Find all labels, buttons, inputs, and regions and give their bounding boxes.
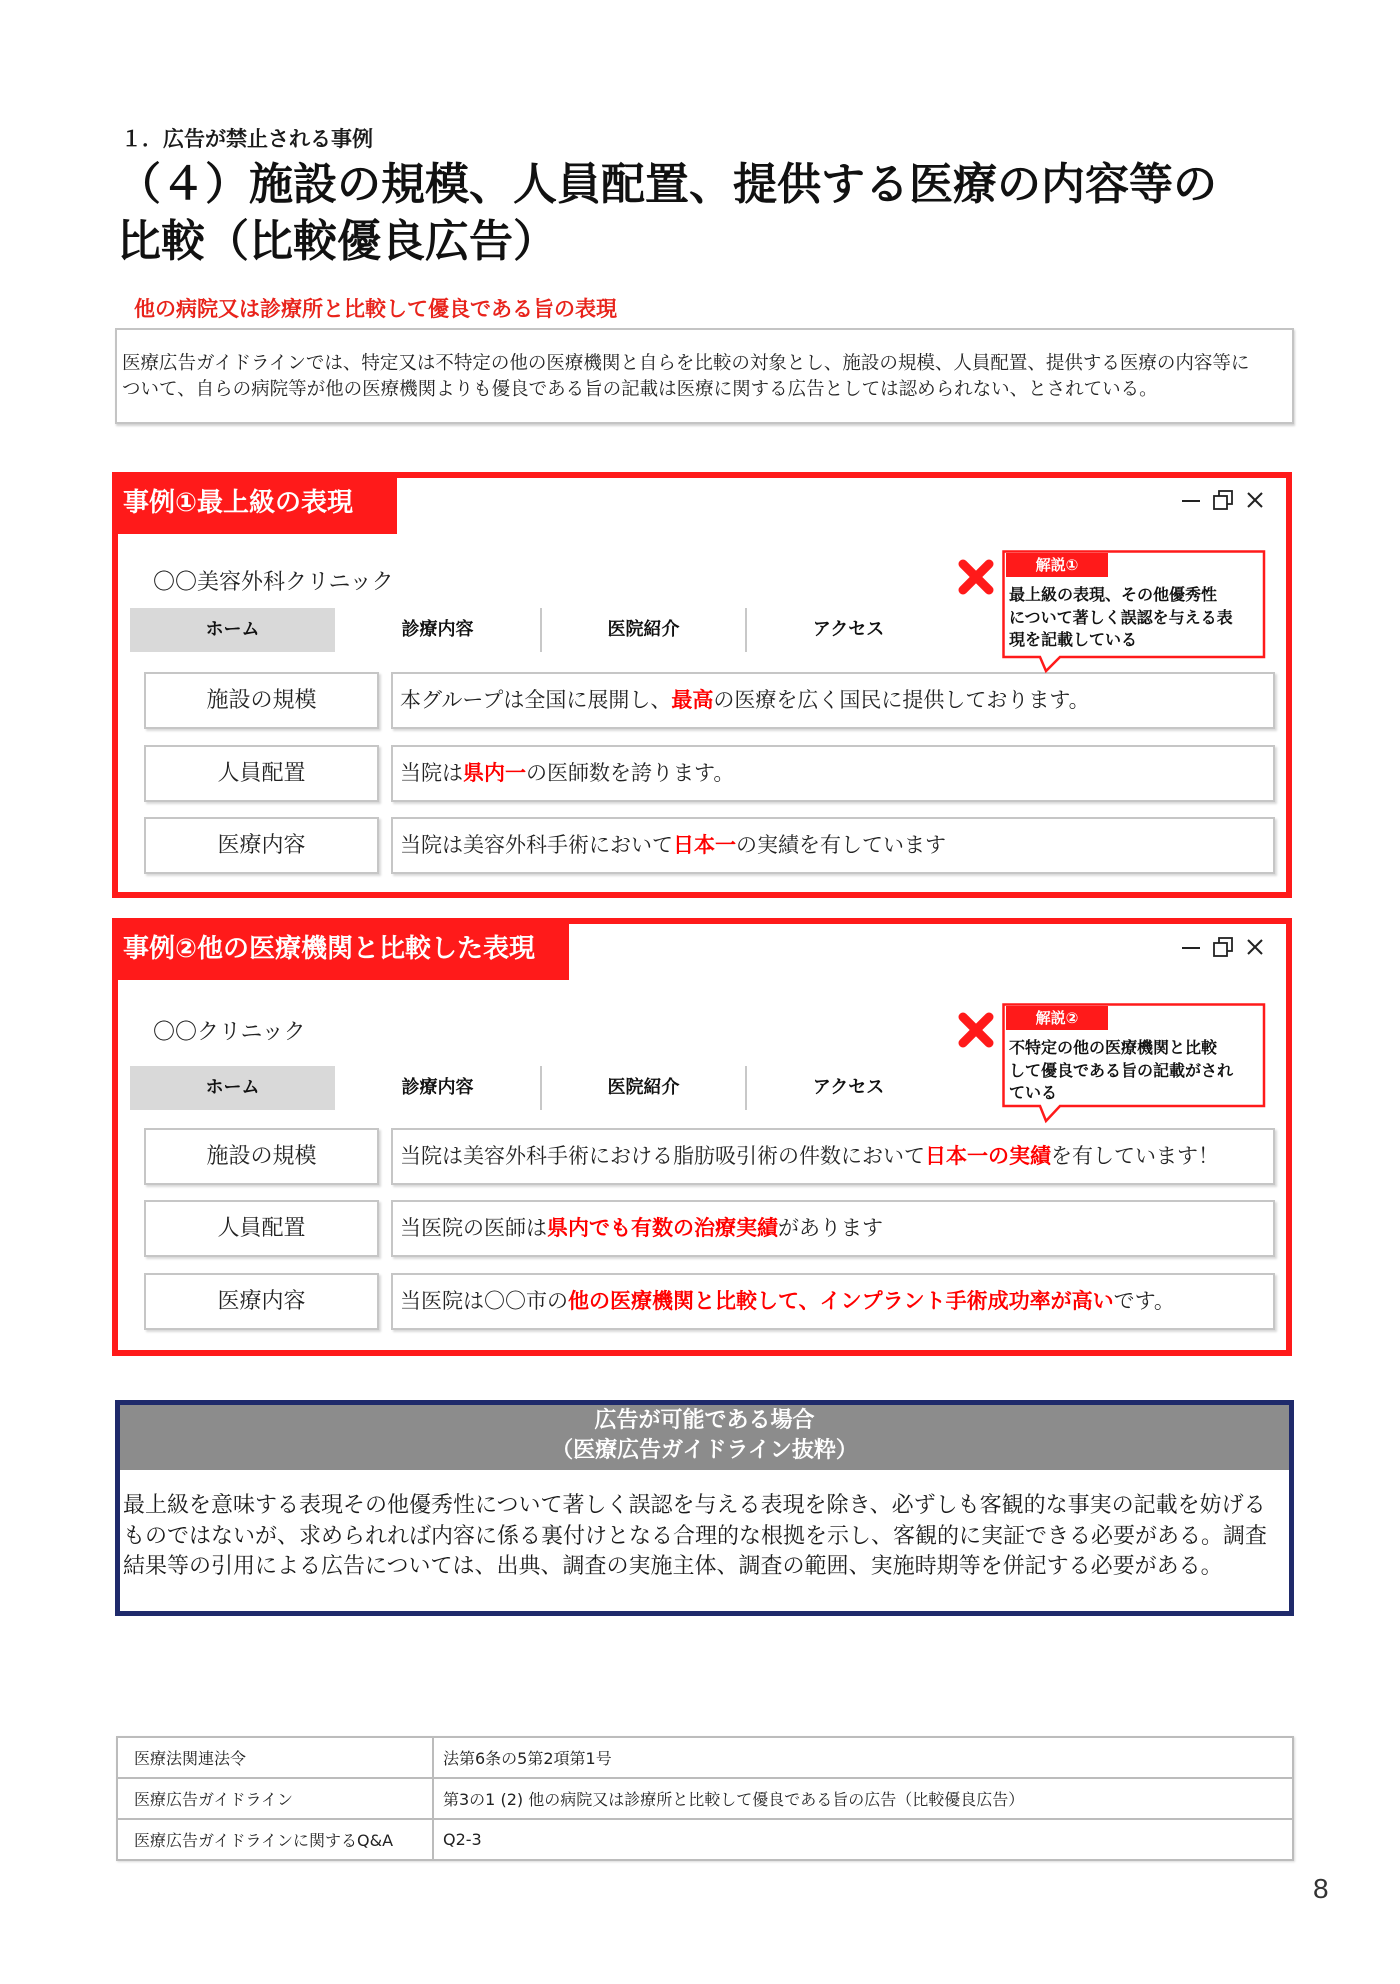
row-content-staffing — [391, 1200, 1275, 1257]
reference-value: 第3の1 (2) 他の病院又は診療所と比較して優良である旨の広告（比較優良広告） — [433, 1778, 1293, 1819]
highlighted-claim: 他の医療機関と比較して、インプラント手術成功率が高い — [568, 1289, 1114, 1313]
allowed-heading-line-1: 広告が可能である場合 — [594, 1408, 815, 1433]
close-icon[interactable] — [1244, 936, 1266, 958]
row-text: の医療を広く国民に提供しております。 — [713, 688, 1090, 712]
explanation-callout — [1002, 550, 1266, 675]
case-example-1 — [112, 472, 1292, 898]
page-number: 8 — [1313, 1873, 1329, 1904]
highlighted-claim: 日本一 — [673, 833, 736, 857]
close-icon[interactable] — [1244, 489, 1266, 511]
callout-text — [1009, 1037, 1233, 1105]
tab-services[interactable]: 診療内容 — [401, 1077, 474, 1098]
reference-label: 医療広告ガイドライン — [117, 1778, 433, 1819]
section-heading: １．広告が禁止される事例 — [121, 127, 373, 151]
callout-line: 不特定の他の医療機関と比較 — [1009, 1038, 1218, 1057]
case-label: 事例②他の医療機関と比較した表現 — [112, 918, 569, 980]
row-text: 当院は美容外科手術において — [400, 833, 673, 857]
window-controls — [1180, 489, 1266, 511]
case-label: 事例①最上級の表現 — [112, 472, 397, 534]
cross-mark-icon — [956, 1010, 996, 1050]
tab-home[interactable]: ホーム — [130, 608, 335, 652]
tab-services[interactable]: 診療内容 — [401, 619, 474, 640]
allowed-line: 結果等の引用による広告については、出典、調査の実施主体、調査の範囲、実施時期等を併記する必要がある。 — [123, 1554, 1223, 1579]
allowed-heading-line-2: （医療広告ガイドライン抜粋） — [551, 1438, 858, 1463]
row-text: 当医院の医師は — [400, 1216, 547, 1240]
allowed-body — [120, 1470, 1289, 1583]
row-label-medical-content: 医療内容 — [144, 817, 379, 874]
allowed-heading — [120, 1405, 1289, 1470]
restore-icon[interactable] — [1212, 936, 1234, 958]
explanation-callout — [1002, 1003, 1266, 1125]
row-text: です。 — [1113, 1289, 1175, 1313]
allowed-advertising-box — [115, 1400, 1294, 1616]
highlighted-claim: 県内でも有数の治療実績 — [547, 1216, 778, 1240]
row-label-staffing: 人員配置 — [144, 745, 379, 802]
allowed-line: ものではないが、求められれば内容に係る裏付けとなる合理的な根拠を示し、客観的に実証できる必要がある。調査 — [123, 1523, 1268, 1549]
row-label-facility-scale: 施設の規模 — [144, 1128, 379, 1185]
row-text: 当院は — [400, 761, 463, 785]
reference-label: 医療法関連法令 — [117, 1737, 433, 1778]
row-content-medical-content — [391, 1273, 1275, 1330]
callout-line: して優良である旨の記載がされ — [1009, 1060, 1234, 1080]
intro-line: ついて、自らの病院等が他の医療機関よりも優良である旨の記載は医療に関する広告としては認められない、とされている。 — [122, 379, 1158, 400]
reference-label: 医療広告ガイドラインに関するQ&A — [117, 1819, 433, 1860]
row-label-medical-content: 医療内容 — [144, 1273, 379, 1330]
callout-line: 最上級の表現、その他優秀性 — [1009, 585, 1218, 604]
page-title-line-2: 比較（比較優良広告） — [117, 216, 557, 267]
minimize-icon[interactable] — [1180, 489, 1202, 511]
highlighted-claim: 最高 — [671, 688, 714, 712]
row-text: があります — [778, 1216, 883, 1240]
row-label-staffing: 人員配置 — [144, 1200, 379, 1257]
tab-about[interactable]: 医院紹介 — [540, 608, 745, 652]
row-text: の医師数を誇ります。 — [526, 761, 735, 785]
nav-bar — [130, 1066, 950, 1110]
callout-line: 現を記載している — [1009, 630, 1138, 649]
restore-icon[interactable] — [1212, 489, 1234, 511]
callout-line: ている — [1009, 1083, 1058, 1102]
cross-mark-icon — [956, 557, 996, 597]
callout-line: について著しく誤認を与える表 — [1009, 607, 1233, 627]
tab-about[interactable]: 医院紹介 — [540, 1066, 745, 1110]
table-row — [117, 1737, 1293, 1778]
row-text: の実績を有しています — [736, 833, 946, 857]
row-content-staffing — [391, 745, 1275, 802]
row-content-medical-content — [391, 817, 1275, 874]
clinic-name: 〇〇美容外科クリニック — [153, 570, 394, 595]
clinic-name: 〇〇クリニック — [153, 1020, 306, 1045]
window-controls — [1180, 936, 1266, 958]
page-title — [117, 156, 1217, 270]
reference-value: Q2-3 — [433, 1819, 1293, 1860]
reference-value: 法第6条の5第2項第1号 — [433, 1737, 1293, 1778]
row-label-facility-scale: 施設の規模 — [144, 672, 379, 729]
table-row — [117, 1778, 1293, 1819]
nav-bar — [130, 608, 950, 652]
allowed-line: 最上級を意味する表現その他優秀性について著しく誤認を与える表現を除き、必ずしも客観的な事実の記載を妨げる — [123, 1493, 1266, 1518]
row-text: 本グループは全国に展開し、 — [400, 688, 672, 712]
tab-home[interactable]: ホーム — [130, 1066, 335, 1110]
table-row — [117, 1819, 1293, 1860]
minimize-icon[interactable] — [1180, 936, 1202, 958]
case-example-2 — [112, 918, 1292, 1356]
row-content-facility-scale — [391, 1128, 1275, 1185]
highlighted-claim: 日本一の実績 — [925, 1144, 1051, 1168]
row-text: 当院は美容外科手術における脂肪吸引術の件数において — [400, 1144, 925, 1168]
intro-line: 医療広告ガイドラインでは、特定又は不特定の他の医療機関と自らを比較の対象とし、施設の規模、人員配置、提供する医療の内容等に — [122, 353, 1250, 374]
row-text: 当医院は〇〇市の — [400, 1289, 568, 1313]
tab-access[interactable]: アクセス — [745, 608, 950, 652]
highlighted-claim: 県内一 — [463, 761, 526, 785]
subheading: 他の病院又は診療所と比較して優良である旨の表現 — [134, 297, 617, 321]
callout-tag: 解説① — [1006, 553, 1108, 577]
callout-tag: 解説② — [1006, 1006, 1108, 1030]
references-table — [116, 1736, 1294, 1861]
intro-box — [115, 328, 1294, 424]
row-content-facility-scale — [391, 672, 1275, 729]
tab-access[interactable]: アクセス — [745, 1066, 950, 1110]
callout-text — [1009, 584, 1233, 652]
page-title-line-1: （４）施設の規模、人員配置、提供する医療の内容等の — [117, 159, 1217, 210]
row-text: を有しています！ — [1051, 1144, 1219, 1168]
